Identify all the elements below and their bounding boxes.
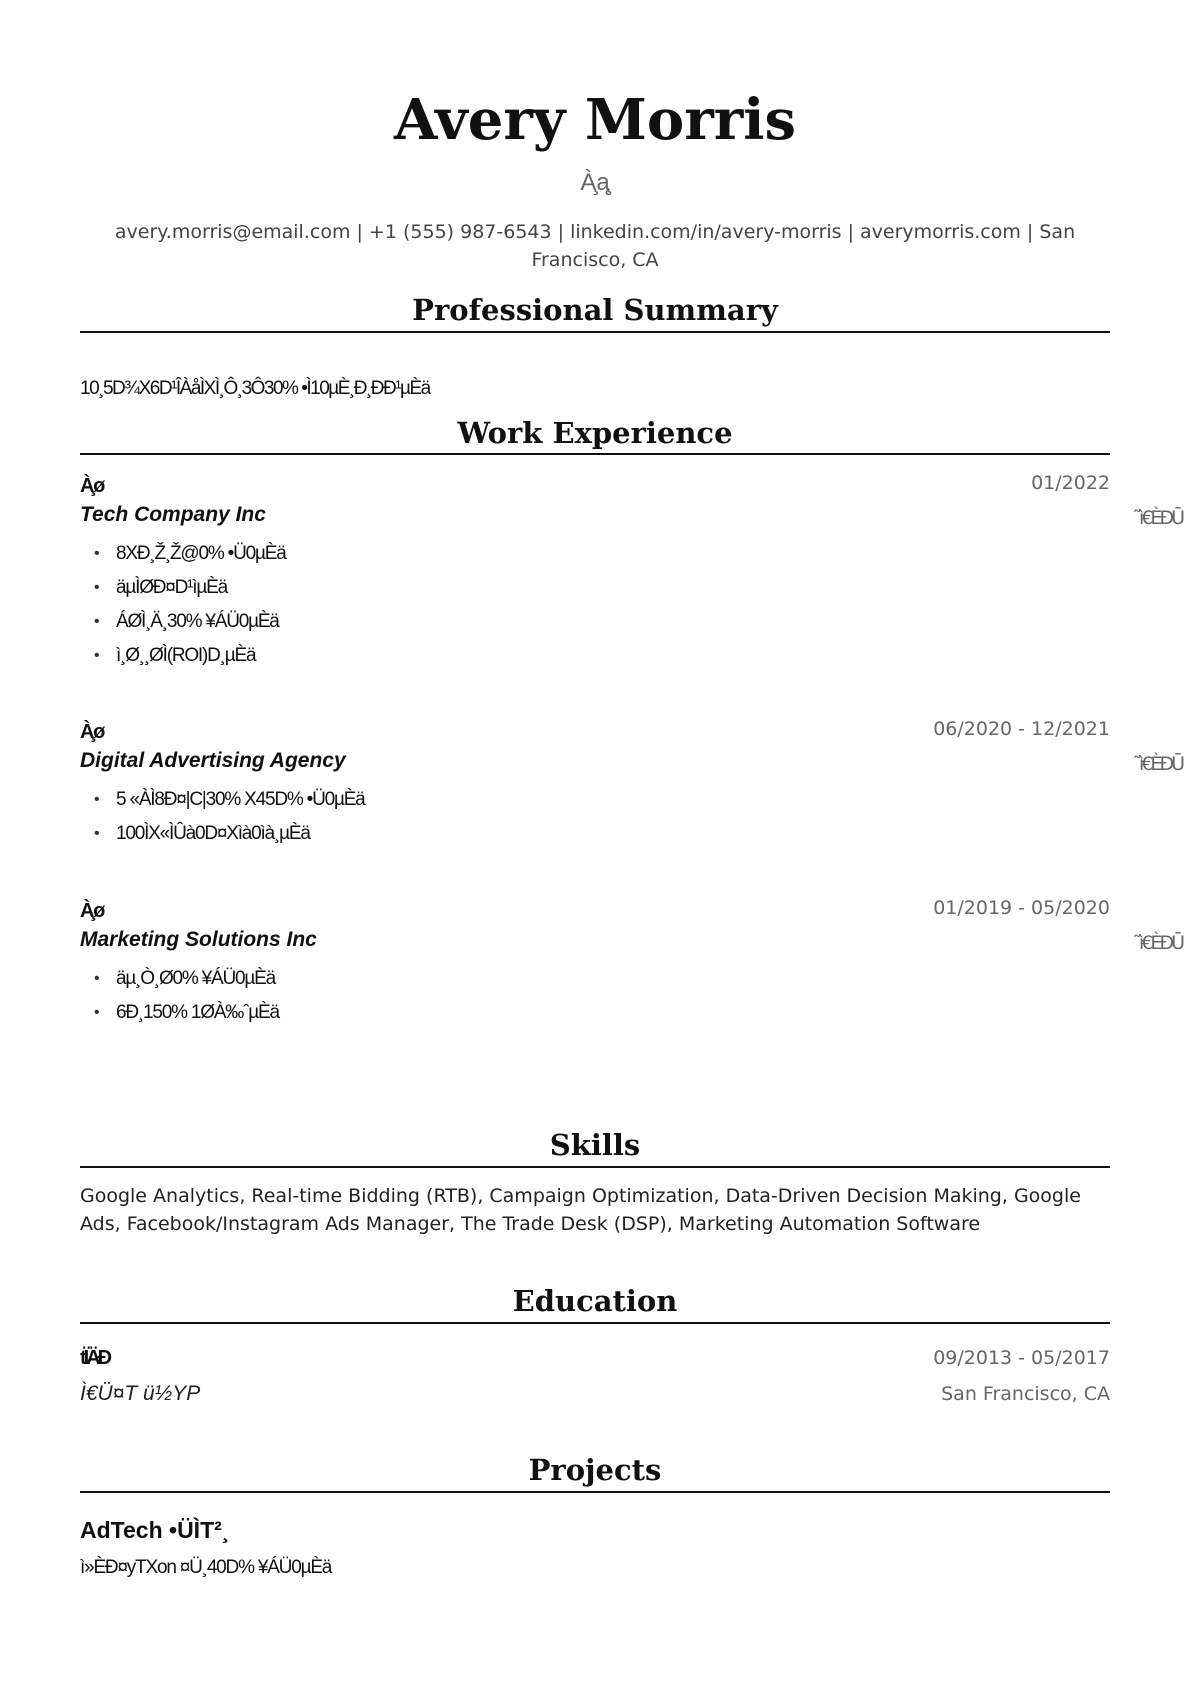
section-title-experience: Work Experience [457,416,733,450]
job-location: ˜ì€ÈÐŪ [1132,932,1182,954]
candidate-name: Avery Morris [393,87,797,153]
bullet-text: 5 «ÀÌ8Ð¤|C|30% X45D% •Ü0µÈä [116,789,365,810]
job-title: À¸ø [80,475,102,497]
list-item [80,962,279,996]
section-divider [80,453,1110,455]
company-name: Tech Company Inc [80,503,266,526]
job-location: ˜ì€ÈÐŪ [1132,753,1182,775]
bullet-text: 8XÐ¸Ž¸Ž@0% •Ü0µÈä [116,543,286,564]
list-item [80,783,365,817]
summary-text: 10¸5D¾X6D¹ÎÀåÌXÌ¸Ô¸3Ô30% •Ì10µÈ¸Ð¸ÐÐ¹µÈä [80,378,430,399]
bullet-glyph: • [94,825,100,842]
company-name: Marketing Solutions Inc [80,928,317,951]
section-divider [80,1322,1110,1324]
job-date: 06/2020 - 12/2021 [933,718,1110,740]
section-divider [80,1491,1110,1493]
bullet-text: ì¸Ø¸¸ØÌ(ROI)D¸µÈä [116,645,256,666]
education-date: 09/2013 - 05/2017 [933,1347,1110,1369]
skills-text: Google Analytics, Real-time Bidding (RTB), Campaign Optimization, Data-Driven Decision Making, Google Ads, Facebook/Instagram Ads Manager, The Trade Desk (DSP), Marketing Automation Software [80,1185,1081,1235]
job-bullets [80,537,286,673]
bullet-glyph: • [94,613,100,630]
job-location: ˜ì€ÈÐŪ [1132,507,1182,529]
education-degree: Ì€Ü¤T ü½YP [80,1382,201,1405]
job-date: 01/2019 - 05/2020 [933,897,1110,919]
section-title-education: Education [512,1284,678,1318]
section-title-skills: Skills [549,1128,641,1162]
job-bullets [80,962,279,1030]
job-title: À¸ø [80,721,102,743]
project-name: AdTech •ÜÌT²¸ [80,1517,230,1543]
project-description: ì»ÈÐ¤yTXon ¤Ü¸40D% ¥ÁÜ0µÈä [80,1557,332,1578]
job-bullets [80,783,365,851]
bullet-glyph: • [94,647,100,664]
list-item [80,571,286,605]
job-title: À¸ø [80,900,102,922]
contact-line: avery.morris@email.com | +1 (555) 987-6543 | linkedin.com/in/avery-morris | averymorris.com | San Francisco, CA [114,221,1076,271]
bullet-text: 100ÌX«ÌÛà0D¤Xìà0ìà¸µÈä [116,823,310,844]
section-divider [80,1166,1110,1168]
bullet-glyph: • [94,579,100,596]
education-school: tÏÄÐ [80,1347,110,1369]
job-date: 01/2022 [1031,472,1110,494]
list-item [80,639,286,673]
bullet-text: äµ¸Ò¸Ø0% ¥ÁÜ0µÈä [116,968,275,989]
section-divider [80,331,1110,333]
bullet-glyph: • [94,1004,100,1021]
list-item [80,817,365,851]
section-title-summary: Professional Summary [412,293,778,327]
list-item [80,996,279,1030]
candidate-subtitle: À¸ą¸ [580,169,610,196]
company-name: Digital Advertising Agency [80,749,346,772]
bullet-glyph: • [94,791,100,808]
bullet-glyph: • [94,970,100,987]
bullet-glyph: • [94,545,100,562]
bullet-text: äµÌØÐ¤D¹ìµÈä [116,577,227,598]
education-location: San Francisco, CA [941,1383,1110,1405]
list-item [80,605,286,639]
bullet-text: 6Ð¸150% 1ØÀ‰ˆµÈä [116,1002,279,1023]
list-item [80,537,286,571]
bullet-text: ÁØÌ¸Ä¸30% ¥ÁÜ0µÈä [116,611,279,632]
section-title-projects: Projects [528,1453,662,1487]
